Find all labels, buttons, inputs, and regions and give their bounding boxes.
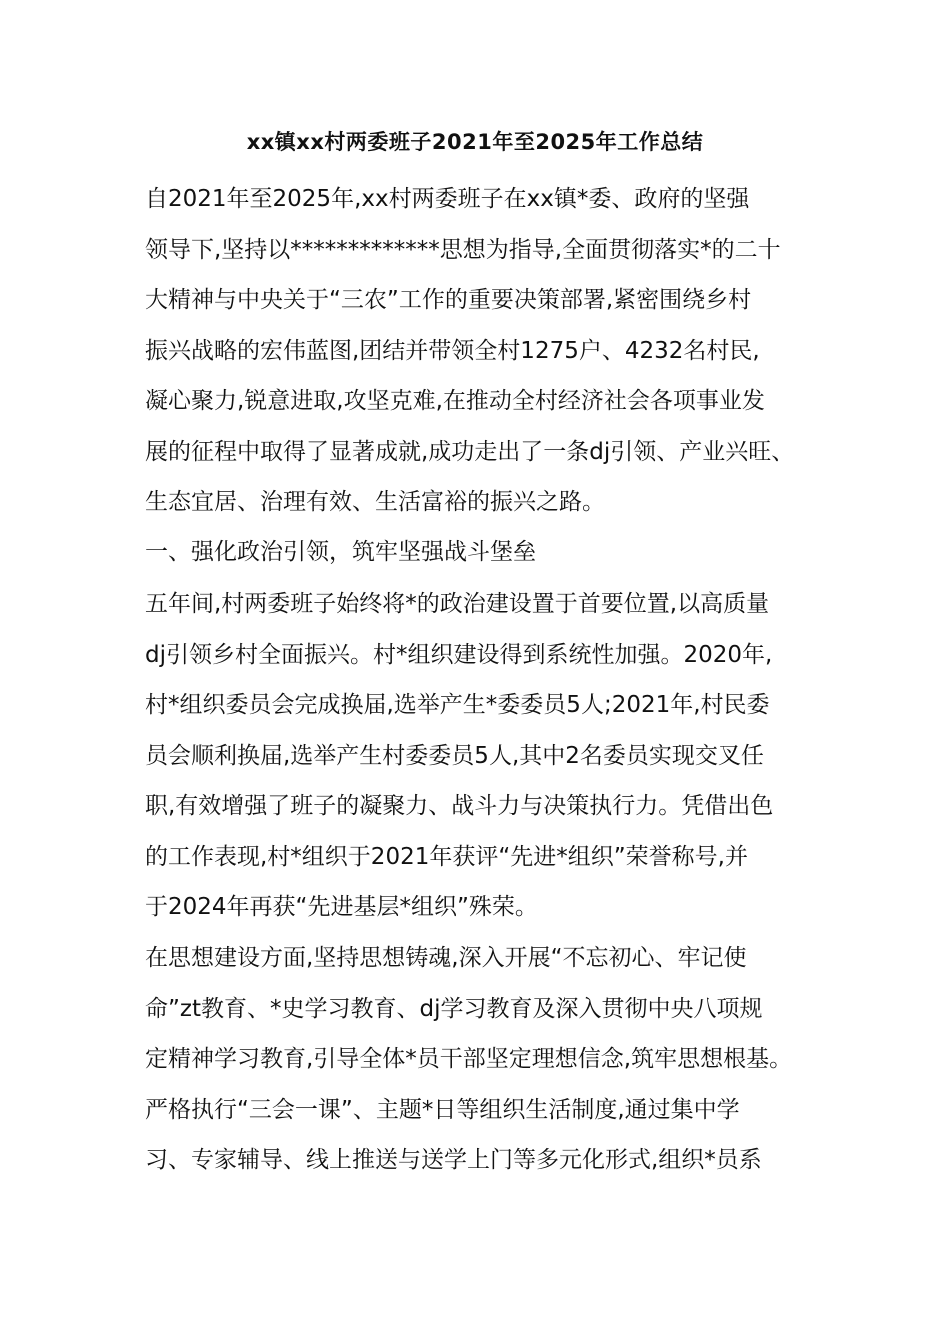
paragraph-political [145,579,825,933]
text-line: 自2021年至2025年,xx村两委班子在xx镇*委、政府的坚强 [145,186,750,212]
text-line: 于2024年再获“先进基层*组织”殊荣。 [145,894,538,920]
paragraph-ideology [145,933,825,1186]
text-line: 生态宜居、治理有效、生活富裕的振兴之路。 [145,489,605,515]
document-title: xx镇xx村两委班子2021年至2025年工作总结 [246,130,704,154]
text-line: 五年间,村两委班子始终将*的政治建设置于首要位置,以高质量 [145,591,770,617]
text-line: 在思想建设方面,坚持思想铸魂,深入开展“不忘初心、牢记使 [145,945,747,971]
text-line: 定精神学习教育,引导全体*员干部坚定理想信念,筑牢思想根基。 [145,1046,793,1072]
text-line: 命”zt教育、*史学习教育、dj学习教育及深入贯彻中央八项规 [145,995,763,1022]
text-line: dj引领乡村全面振兴。村*组织建设得到系统性加强。2020年, [145,641,773,668]
text-line: 习、专家辅导、线上推送与送学上门等多元化形式,组织*员系 [145,1147,762,1173]
text-line: 的工作表现,村*组织于2021年获评“先进*组织”荣誉称号,并 [145,843,748,870]
text-line: 凝心聚力,锐意进取,攻坚克难,在推动全村经济社会各项事业发 [145,388,765,414]
section-heading [145,527,825,578]
text-line: 严格执行“三会一课”、主题*日等组织生活制度,通过集中学 [145,1096,740,1123]
text-line: 大精神与中央关于“三农”工作的重要决策部署,紧密围绕乡村 [145,287,752,313]
text-line: 村*组织委员会完成换届,选举产生*委委员5人;2021年,村民委 [145,692,770,718]
text-line: 员会顺利换届,选举产生村委委员5人,其中2名委员实现交叉任 [145,742,764,769]
text-line: 领导下,坚持以*************思想为指导,全面贯彻落实*的二十 [145,236,781,263]
text-line: 振兴战略的宏伟蓝图,团结并带领全村1275户、4232名村民, [145,337,760,364]
section-heading-text: 一、强化政治引领，筑牢坚强战斗堡垒 [145,539,536,565]
text-line: 职,有效增强了班子的凝聚力、战斗力与决策执行力。凭借出色 [145,793,774,819]
paragraph-intro [145,174,825,528]
text-line: 展的征程中取得了显著成就,成功走出了一条dj引领、产业兴旺、 [145,438,795,465]
